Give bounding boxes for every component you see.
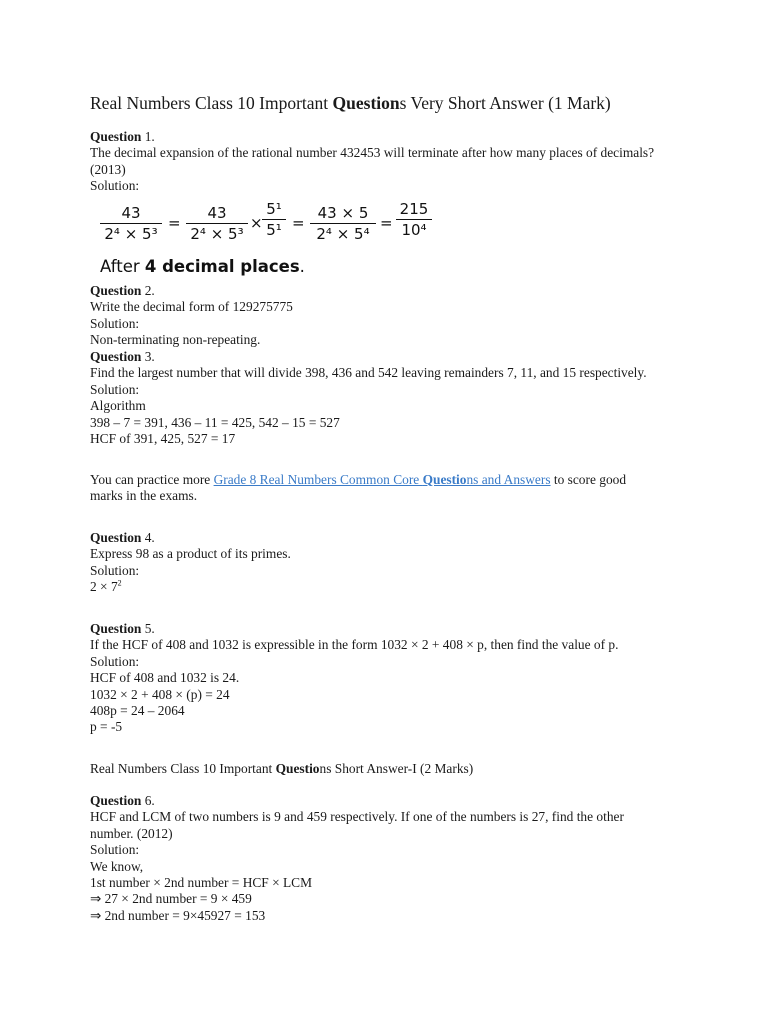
answer-line: HCF of 408 and 1032 is 24.	[90, 670, 240, 686]
question-text: number. (2012)	[90, 825, 173, 841]
practice-note: You can practice more Grade 8 Real Numbers Common Core Questions and Answers to score good marks in the exams.	[90, 472, 627, 504]
answer-line: 1032 × 2 + 408 × (p) = 24	[90, 686, 230, 702]
fraction-5: $\frac{215}{\text{10⁴}}$	[396, 200, 432, 239]
solution-label: Solution:	[90, 315, 140, 331]
answer-text: Non-terminating non-repeating.	[90, 332, 261, 348]
page-title: Real Numbers Class 10 Important Questions Very Short Answer (1 Mark)	[90, 93, 611, 113]
question-text: Find the largest number that will divide 398, 436 and 542 leaving remainders 7, 11, and 15 respectively.	[90, 365, 647, 381]
equals-sign: =	[380, 214, 393, 232]
question-2: Question 2. Write the decimal form of 129275775 Solution: Non-terminating non-repeating.	[90, 283, 710, 349]
fraction-1: $\frac{43}{\text{2⁴ × 5³}}$	[100, 204, 162, 243]
solution-label: Solution:	[90, 842, 140, 858]
answer-line: ⇒ 27 × 2nd number = 9 × 459	[90, 891, 252, 907]
question-label: Question	[90, 129, 142, 144]
fraction-2: $\frac{43}{\text{2⁴ × 5³}}$	[186, 204, 248, 243]
section-heading: Real Numbers Class 10 Important Questions Short Answer-I (2 Marks)	[90, 761, 474, 776]
answer-text: $2 \times 7^2$	[90, 578, 122, 595]
solution-label: Solution:	[90, 381, 140, 397]
fraction-3: $\frac{\text{5¹}}{\text{5¹}}$	[262, 200, 286, 239]
question-text: HCF and LCM of two numbers is 9 and 459 respectively. If one of the numbers is 27, find the other	[90, 809, 624, 825]
answer-line: p = -5	[90, 719, 123, 735]
question-label: Question	[90, 621, 142, 636]
question-5: Question 5. If the HCF of 408 and 1032 is expressible in the form 1032 × 2 + 408 × p, then find the value of p. Solution: HCF of 408 and 1032 is 24. 1032 × 2 + 408 × (p) = 24 408p = 24 – 2064 p = -5	[90, 621, 710, 736]
question-text: If the HCF of 408 and 1032 is expressible in the form 1032 × 2 + 408 × p, then find the value of p.	[90, 637, 619, 653]
question-3: Question 3. Find the largest number that will divide 398, 436 and 542 leaving remainders 7, 11, and 15 respectively. Solution: Algorithm 398 – 7 = 391, 436 – 11 = 425, 542 – 15 = 527 HCF of 391, 425, 527 = 17	[90, 349, 710, 447]
question-label: Question	[90, 793, 142, 808]
times-sign: ×	[250, 214, 263, 232]
answer-line: ⇒ 2nd number = 9×45927 = 153	[90, 907, 266, 923]
answer-line: We know,	[90, 858, 144, 874]
solution-label: Solution:	[90, 562, 140, 578]
answer-statement: After 4 decimal places.	[100, 257, 305, 276]
question-label: Question	[90, 530, 142, 545]
question-4: Question 4. Express 98 as a product of its primes. Solution: $2 \times 7^2$	[90, 530, 710, 596]
answer-line: 1st number × 2nd number = HCF × LCM	[90, 875, 313, 891]
question-text: Write the decimal form of 129275775	[90, 299, 293, 315]
question-text: Express 98 as a product of its primes.	[90, 546, 291, 562]
question-year: (2013)	[90, 161, 126, 177]
equals-sign: =	[168, 214, 181, 232]
answer-line: 408p = 24 – 2064	[90, 703, 185, 719]
question-6: Question 6. HCF and LCM of two numbers is 9 and 459 respectively. If one of the numbers is 27, find the other number. (2012) Solution: We know, 1st number × 2nd number = HCF × LCM ⇒ 27 × 2nd number = 9 × 459 ⇒ 2nd number = 9×45927 = 153	[90, 793, 710, 924]
question-label: Question	[90, 349, 142, 364]
question-label: Question	[90, 283, 142, 298]
solution-label: Solution:	[90, 178, 140, 194]
question-1: Question 1. The decimal expansion of the rational number 432453 will terminate after how many places of decimals? (2013) Solution:	[90, 129, 710, 195]
answer-line: 398 – 7 = 391, 436 – 11 = 425, 542 – 15 = 527	[90, 414, 340, 430]
equals-sign: =	[292, 214, 305, 232]
solution-label: Solution:	[90, 653, 140, 669]
practice-link[interactable]: Grade 8 Real Numbers Common Core Questions and Answers	[213, 472, 551, 487]
fraction-formula	[100, 200, 440, 252]
answer-line: Algorithm	[90, 398, 146, 414]
answer-line: HCF of 391, 425, 527 = 17	[90, 431, 236, 447]
fraction-4: $\frac{43 \times 5}{\text{2⁴ × 5⁴}}$	[310, 204, 376, 243]
question-text: The decimal expansion of the rational number 432453 will terminate after how many places of decimals?	[90, 145, 655, 161]
